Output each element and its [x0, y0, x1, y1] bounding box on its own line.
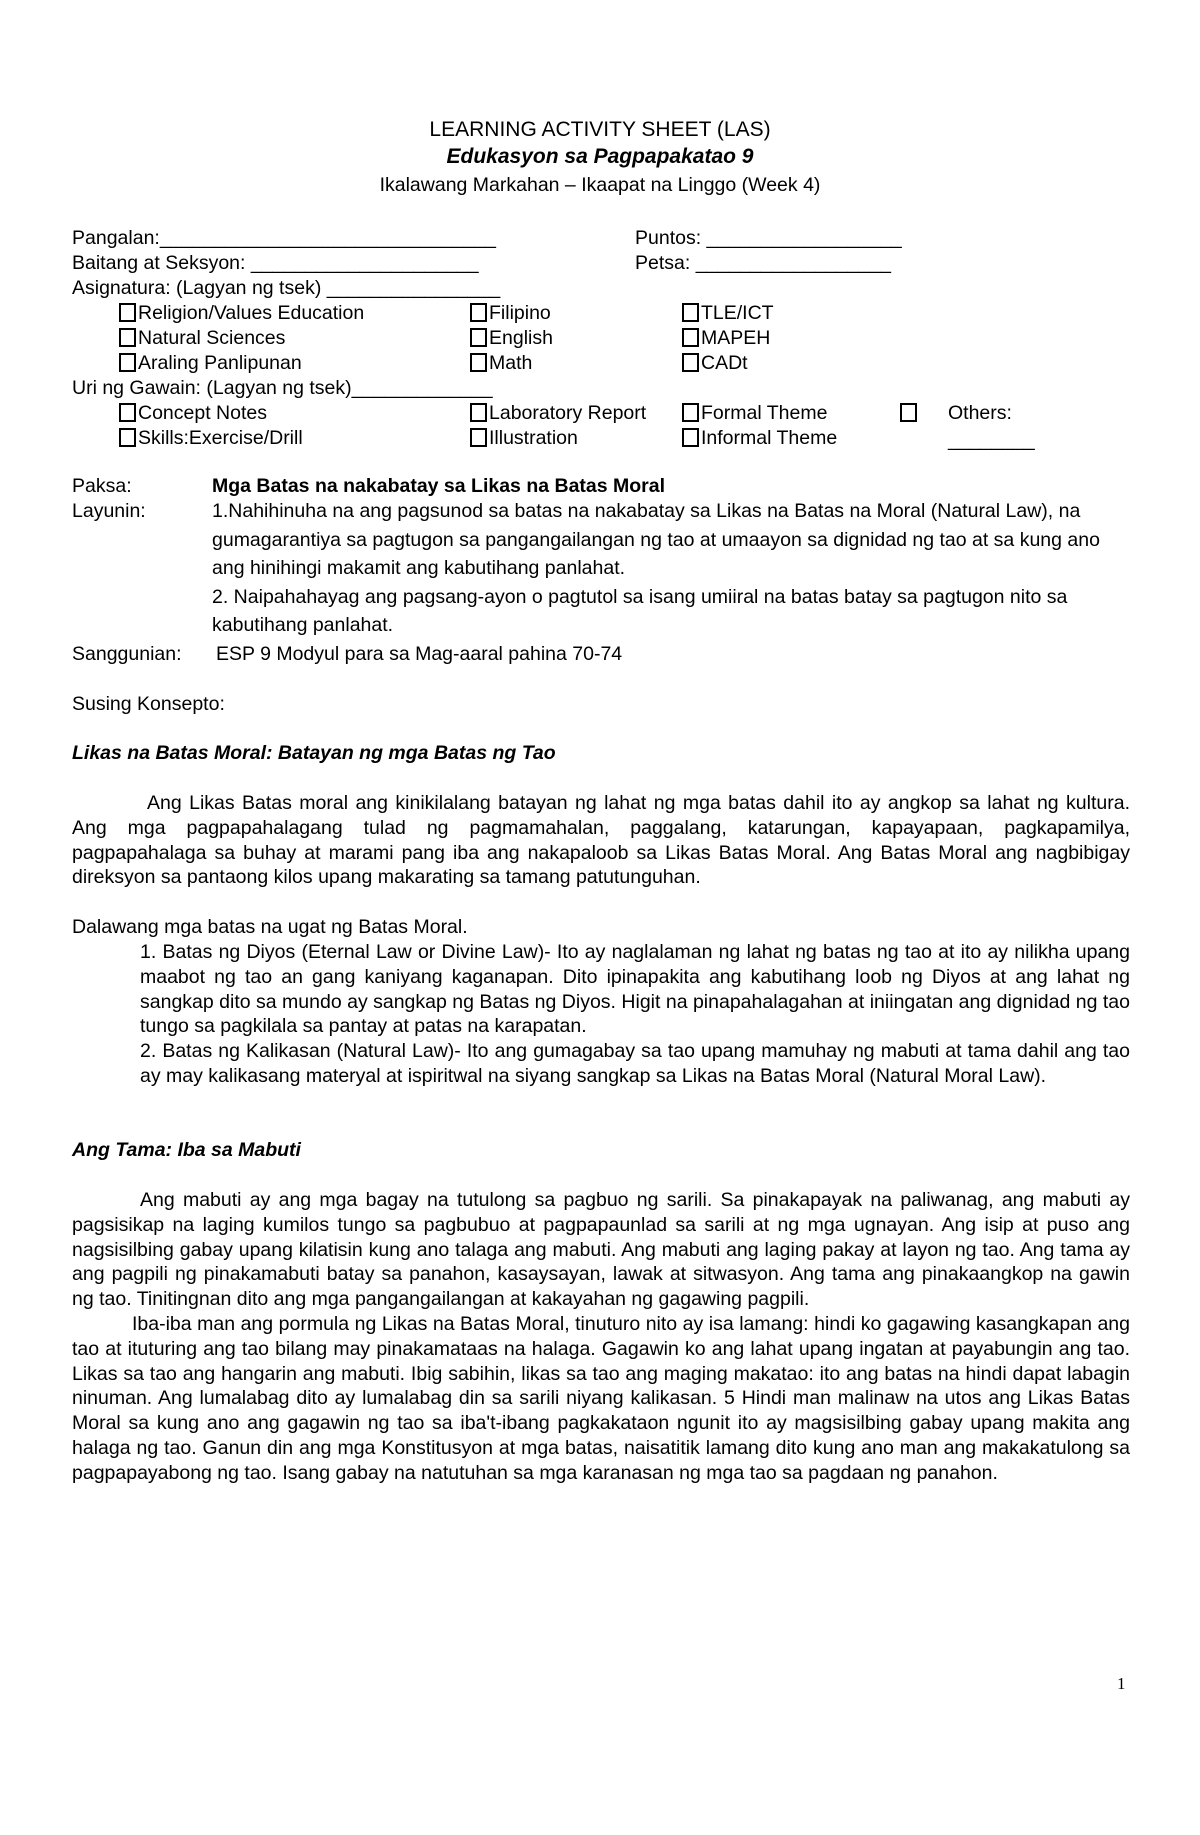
topic-label: Paksa:: [72, 475, 132, 497]
checkbox-icon[interactable]: [682, 328, 699, 347]
checkbox-icon[interactable]: [119, 328, 136, 347]
objectives-label: Layunin:: [72, 500, 146, 522]
checkbox-mapeh[interactable]: [682, 326, 770, 351]
checkbox-label: Filipino: [489, 302, 551, 324]
reference-value: ESP 9 Modyul para sa Mag-aaral pahina 70-74: [216, 643, 623, 665]
checkbox-label: TLE/ICT: [701, 302, 774, 324]
checkbox-label: Illustration: [489, 427, 578, 449]
checkbox-natural-sciences[interactable]: [119, 326, 285, 351]
objectives-list: [212, 497, 1137, 640]
checkbox-icon[interactable]: [900, 403, 917, 422]
checkbox-label: Araling Panlipunan: [138, 352, 302, 374]
law-1: 1. Batas ng Diyos (Eternal Law or Divine Law)- Ito ay naglalaman ng lahat ng batas ng tao at ito ay nilikha upang maabot ng tao an gang kaniyang kaganapan. Dito ipinapakita ang kabutihang loob ng Diyos at ang lahat ng sangkap dito sa mundo ay sangkap ng Batas ng Diyos. Higit na pinapahalagahan at iniingatan ang dignidad ng tao tungo sa pagkilala sa pantay at patas na karapatan.: [140, 941, 1130, 1038]
checkbox-icon[interactable]: [682, 403, 699, 422]
objective-2: 2. Naipahahayag ang pagsang-ayon o pagtutol sa isang umiiral na batas batay sa pagtugon nito sa kabutihang panlahat.: [212, 585, 1068, 636]
paragraph: Ang mabuti ay ang mga bagay na tutulong sa pagbuo ng sarili. Sa pinakapayak na paliwanag, ang mabuti ay pagsisikap na laging kumilos tungo sa pagbubuo at pagpapaunlad sa sarili at ng mga ugnayan. Ang isip at puso ang nagsisilbing gabay upang kilatisin kung ano talaga ang mabuti. Ang mabuti ang laging pakay at layon ng tao. Ang tama ay ang pagpili ng pinakamabuti batay sa panahon, kasaysayan, lawak at sitwasyon. Ang tama ang pinakaangkop na gawin ng tao. Tinitingnan dito ang mga pangangailangan at kakayahan ng gagawing pagpili.: [72, 1189, 1130, 1311]
document-title: LEARNING ACTIVITY SHEET (LAS): [429, 118, 771, 141]
checkbox-label: Informal Theme: [701, 427, 838, 449]
checkbox-label: Concept Notes: [138, 402, 267, 424]
checkbox-label: English: [489, 327, 553, 349]
paragraph: Iba-iba man ang pormula ng Likas na Batas Moral, tinuturo nito ay isa lamang: hindi ko gagawing kasangkapan ang tao at ituturing ang tao bilang may pinakamataas na halaga. Gagawin ko ang lahat upang ingatan at payabungin ang tao. Likas sa tao ang hangarin ang mabuti. Ibig sabihin, likas sa tao ang maging makatao: ito ang batas na hindi dapat labagin ninuman. Ang lumalabag dito ay lumalabag din sa sarili niyang kalikasan. 5 Hindi man malinaw na utos ang Likas Batas Moral sa kung ano ang gagawin ng tao sa iba't-ibang pagkakataon ngunit ito ay magsisilbing gabay upang makita ang halaga ng tao. Ganun din ang mga Konstitusyon at mga batas, naisatitik lamang dito kung ano man ang makakatulong sa pagpapayabong ng tao. Isang gabay na natutuhan sa mga karanasan ng mga tao sa pagdaan ng panahon.: [72, 1312, 1130, 1484]
section-heading-likas-na-batas: Likas na Batas Moral: Batayan ng mga Batas ng Tao: [72, 742, 556, 764]
others-label: Others:: [948, 402, 1012, 424]
checkbox-icon[interactable]: [119, 428, 136, 447]
checkbox-icon[interactable]: [682, 353, 699, 372]
checkbox-formal-theme[interactable]: [682, 401, 827, 426]
subject-title: Edukasyon sa Pagpapakatao 9: [446, 145, 754, 168]
topic-value: Mga Batas na nakabatay sa Likas na Batas Moral: [212, 475, 666, 497]
checkbox-label: Math: [489, 352, 533, 374]
checkbox-icon[interactable]: [470, 403, 487, 422]
quarter-week: Ikalawang Markahan – Ikaapat na Linggo (Week 4): [379, 174, 821, 196]
laws-list: [140, 940, 1130, 1089]
checkbox-araling-panlipunan[interactable]: [119, 351, 302, 376]
checkbox-illustration[interactable]: [470, 426, 578, 451]
objective-1: 1.Nahihinuha na ang pagsunod sa batas na nakabatay sa Likas na Batas na Moral (Natural Law), na gumagarantiya sa pagtugon sa pangangailangan ng tao at umaayon sa dignidad ng tao at sa kung ano ang hinihingi makamit ang kabutihang panlahat.: [212, 500, 1100, 579]
checkbox-laboratory-report[interactable]: [470, 401, 646, 426]
checkbox-religion[interactable]: [119, 301, 364, 326]
section-field[interactable]: Baitang at Seksyon: _____________________: [72, 252, 479, 274]
checkbox-skills-exercise[interactable]: [119, 426, 303, 451]
checkbox-icon[interactable]: [682, 428, 699, 447]
checkbox-label: Formal Theme: [701, 402, 828, 424]
checkbox-label: Natural Sciences: [138, 327, 286, 349]
activity-type-label: Uri ng Gawain: (Lagyan ng tsek)_____________: [72, 377, 493, 399]
checkbox-label: CADt: [701, 352, 748, 374]
checkbox-icon[interactable]: [119, 353, 136, 372]
checkbox-informal-theme[interactable]: [682, 426, 837, 451]
checkbox-icon[interactable]: [470, 303, 487, 322]
others-blank-field[interactable]: ________: [948, 429, 1035, 451]
checkbox-label: MAPEH: [701, 327, 771, 349]
checkbox-tle-ict[interactable]: [682, 301, 774, 326]
law-2: 2. Batas ng Kalikasan (Natural Law)- Ito ang gumagabay sa tao upang mamuhay ng mabuti at tama dahil ang tao ay may kalikasang materyal at ispiritwal na siyang sangkap sa Likas na Batas Moral (Natural Moral Law).: [140, 1040, 1130, 1087]
laws-intro: Dalawang mga batas na ugat ng Batas Moral.: [72, 916, 468, 938]
subject-label: Asignatura: (Lagyan ng tsek) ________________: [72, 277, 501, 299]
checkbox-english[interactable]: [470, 326, 553, 351]
checkbox-icon[interactable]: [470, 328, 487, 347]
reference-label: Sanggunian:: [72, 643, 182, 665]
checkbox-label: Religion/Values Education: [138, 302, 365, 324]
checkbox-label: Skills:Exercise/Drill: [138, 427, 303, 449]
checkbox-concept-notes[interactable]: [119, 401, 267, 426]
checkbox-cadt[interactable]: [682, 351, 748, 376]
name-field[interactable]: Pangalan:_______________________________: [72, 227, 497, 249]
checkbox-icon[interactable]: [119, 403, 136, 422]
checkbox-icon[interactable]: [470, 428, 487, 447]
paragraph: Ang Likas Batas moral ang kinikilalang batayan ng lahat ng mga batas dahil ito ay angkop sa lahat ng kultura. Ang mga pagpapahalagang tulad ng pagmamahalan, paggalang, katarungan, kapayapaan, pagkapamilya, pagpapahalaga sa buhay at marami pang iba ang nakapaloob sa Likas Batas Moral. Ang Batas Moral ang nagbibigay direksyon sa pantaong kilos upang makarating sa tamang patutunguhan.: [72, 792, 1130, 889]
checkbox-icon[interactable]: [682, 303, 699, 322]
score-field[interactable]: Puntos: __________________: [635, 227, 902, 249]
checkbox-icon[interactable]: [119, 303, 136, 322]
checkbox-others[interactable]: [900, 401, 919, 426]
checkbox-filipino[interactable]: [470, 301, 551, 326]
section2-body: [72, 1188, 1130, 1486]
date-field[interactable]: Petsa: __________________: [635, 252, 891, 274]
page-number: 1: [1117, 1674, 1126, 1693]
checkbox-icon[interactable]: [470, 353, 487, 372]
section-heading-ang-tama: Ang Tama: Iba sa Mabuti: [72, 1139, 301, 1161]
checkbox-math[interactable]: [470, 351, 532, 376]
checkbox-label: Laboratory Report: [489, 402, 647, 424]
section1-body: [72, 791, 1130, 890]
key-concept-label: Susing Konsepto:: [72, 693, 225, 715]
